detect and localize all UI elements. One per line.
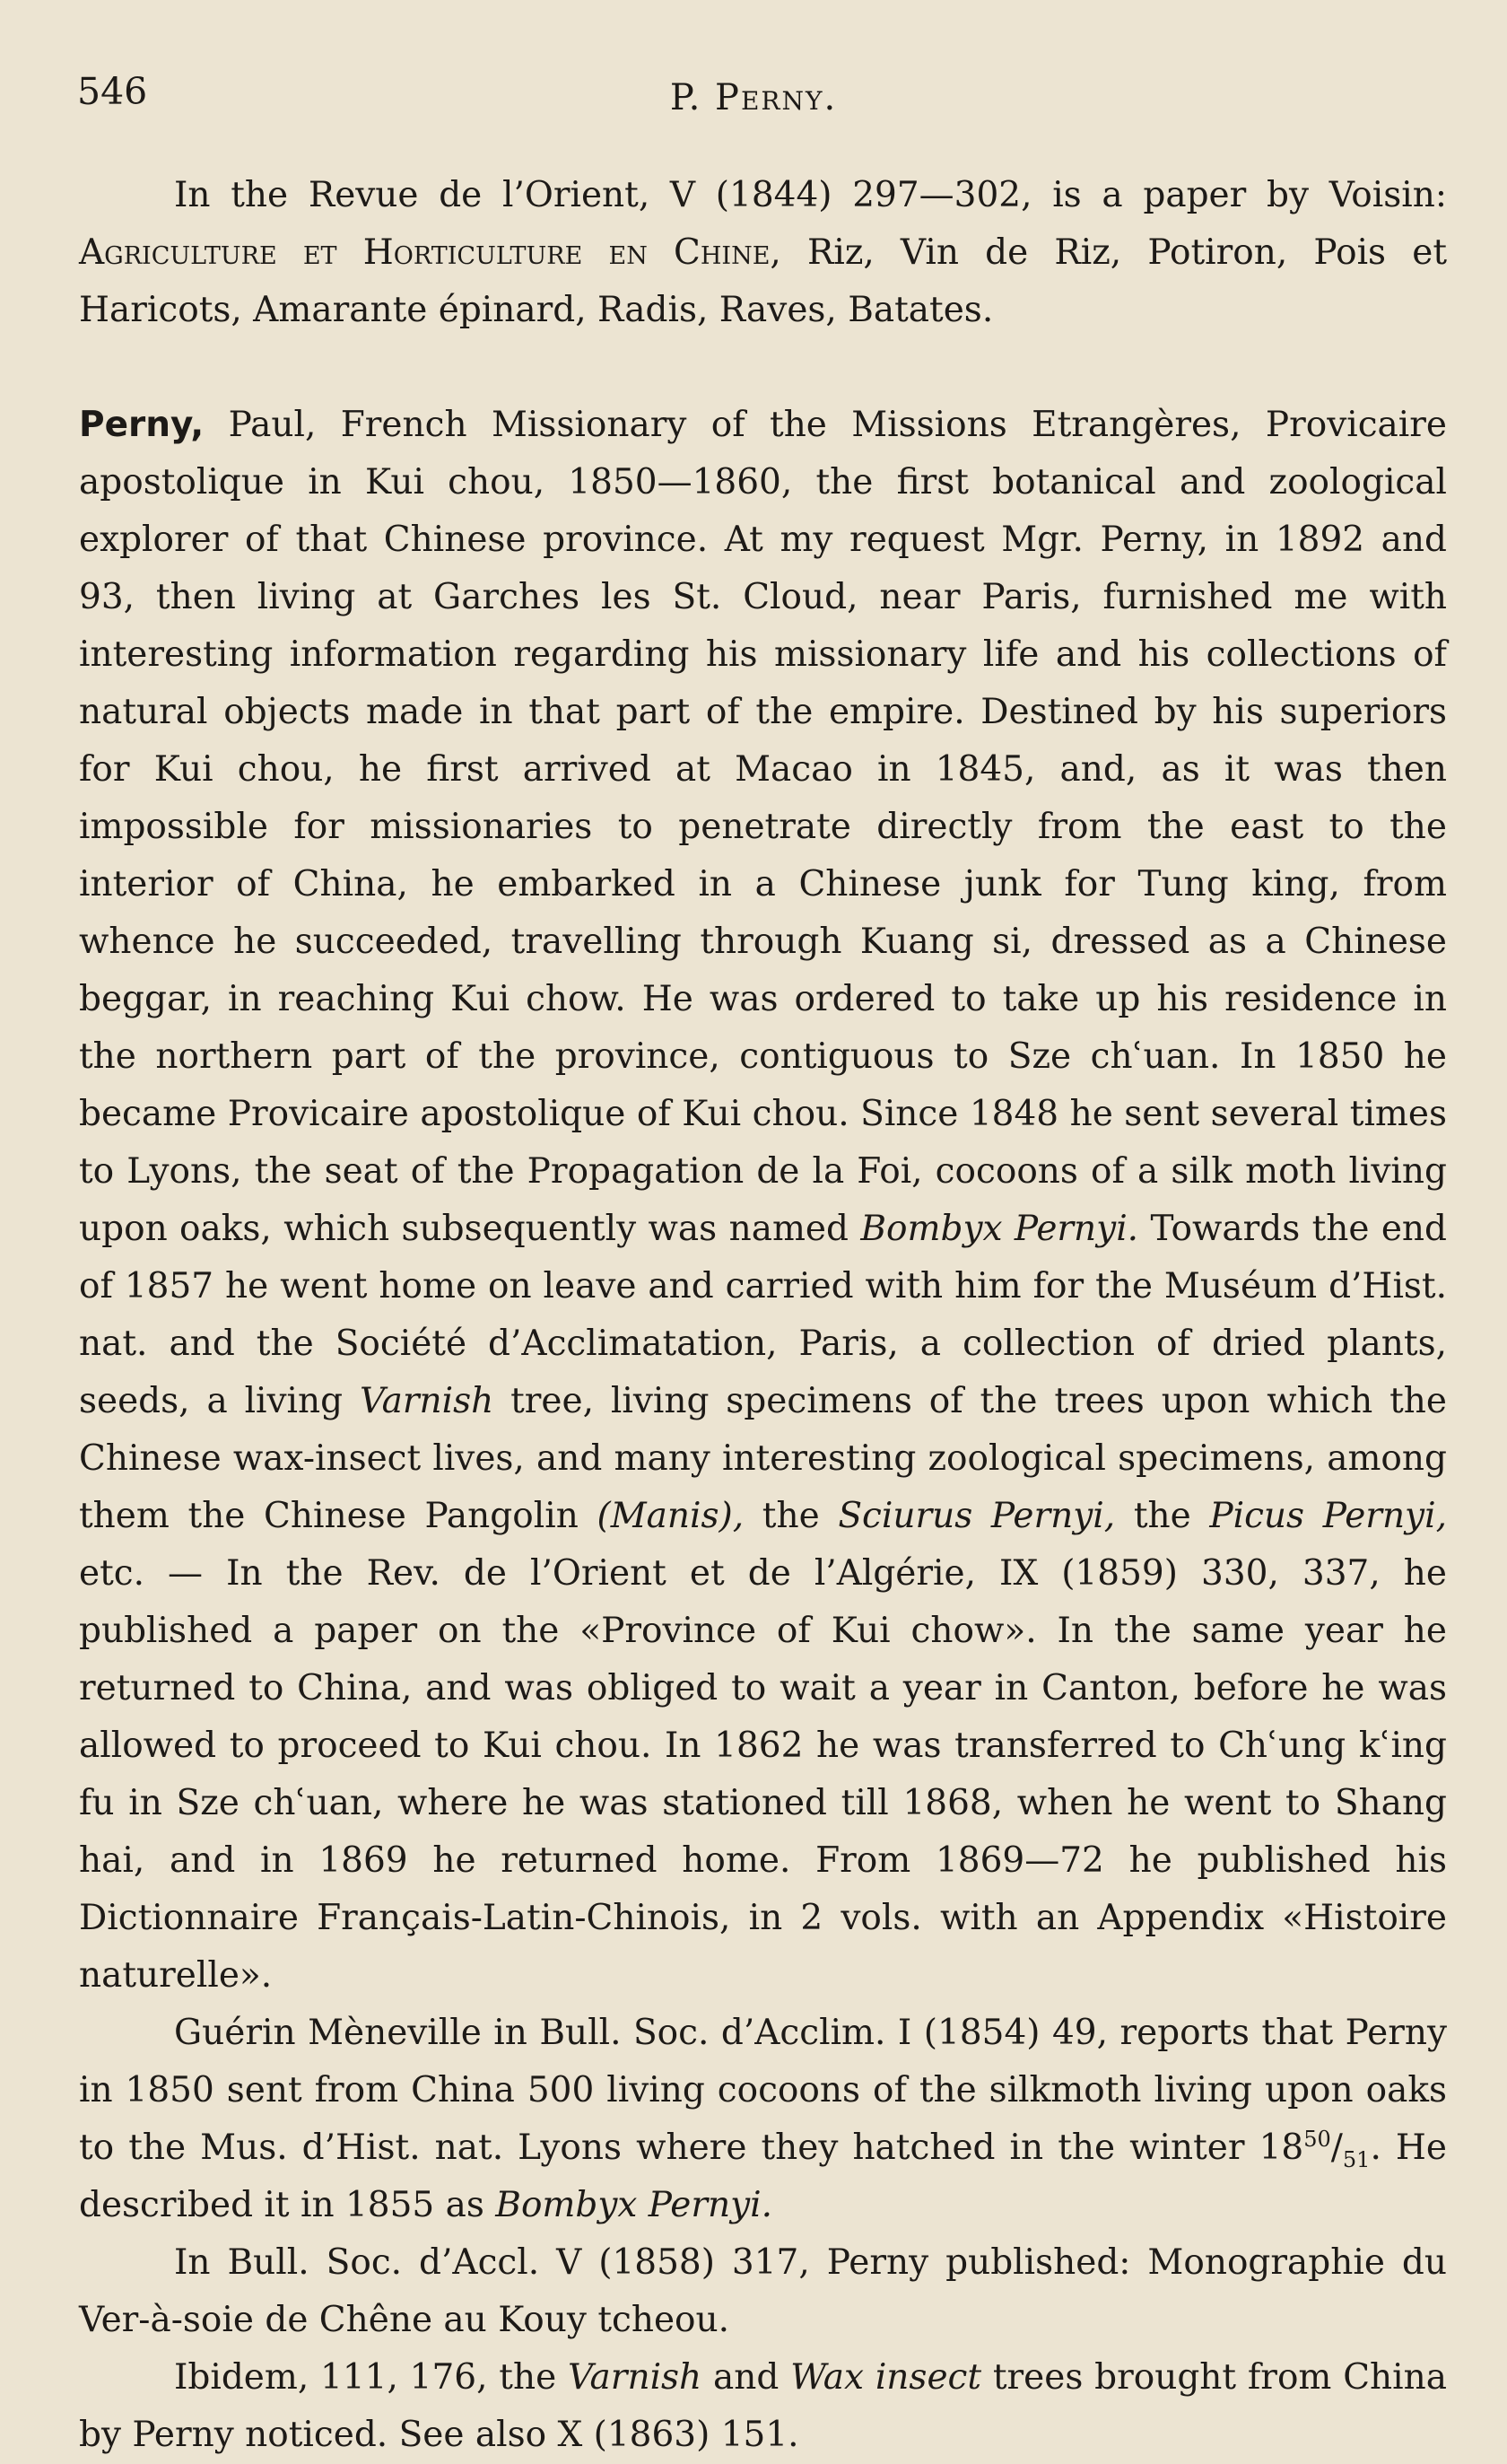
entry-text-5: the (1133, 1496, 1191, 1536)
entry-italic-2: Varnish (360, 1381, 494, 1421)
guerin-text-1: Guérin Mèneville in Bull. Soc. d’Acclim. I (1854) 49, reports that Perny in 1850 sent from China 500 living cocoons of the silkmoth living upon oaks to the Mus. d’Hist. nat. Lyons where they hatched in the winter 18 (79, 2013, 1447, 2168)
entry-text-2: Towards the end of 1857 he went home on leave and carried with him for the Muséum d’Hist. nat. and the Société d’Acclimatation, Paris, a collection of dried plants, seeds, a living (79, 1209, 1447, 1421)
entry-italic-1: Bombyx Pernyi. (860, 1209, 1139, 1249)
voisin-paragraph (79, 167, 1447, 339)
ibidem-text-3: trees brought from China by Perny noticed. See also X (1863) 151. (79, 2357, 1447, 2455)
entry-italic-3: (Manis), (597, 1496, 745, 1536)
perny-entry (79, 397, 1447, 2005)
voisin-intro: In the Revue de l’Orient, V (1844) 297—302, is a paper by Voisin: (174, 175, 1447, 215)
voisin-items: Riz, Vin de Riz, Potiron, Pois et Haricots, Amarante épinard, Radis, Raves, Batates. (79, 232, 1447, 330)
page-number: 546 (77, 70, 148, 113)
entry-text-1: Paul, French Missionary of the Missions Etrangères, Provicaire apostolique in Kui chou, 1850—1860, the first botanical and zoological explorer of that Chinese province. At my request Mgr. Perny, in 1892 and 93, then living at Garches les St. Cloud, near Paris, furnished me with interesting information regarding his missionary life and his collections of natural objects made in that part of the empire. Destined by his superiors for Kui chou, he first arrived at Macao in 1845, and, as it was then impossible for missionaries to penetrate directly from the east to the interior of China, he embarked in a Chinese junk for Tung king, from whence he succeeded, travelling through Kuang si, dressed as a Chinese beggar, in reaching Kui chow. He was ordered to take up his residence in the northern part of the province, contiguous to Sze chʿuan. In 1850 he became Provicaire apostolique of Kui chou. Since 1848 he sent several times to Lyons, the seat of the Propagation de la Foi, cocoons of a silk moth living upon oaks, which subsequently was named (79, 405, 1447, 1249)
entry-italic-5: Picus Pernyi, (1209, 1496, 1447, 1536)
guerin-italic: Bombyx Pernyi. (495, 2185, 773, 2225)
guerin-paragraph (79, 2005, 1447, 2234)
entry-text-3: tree, living specimens of the trees upon which the Chinese wax-insect lives, and many interesting zoological specimens, among them the Chinese Pangolin (79, 1381, 1447, 1536)
voisin-title: Agriculture et Horticulture en Chine, (79, 232, 781, 273)
ibidem-paragraph (79, 2349, 1447, 2464)
entry-italic-4: Sciurus Pernyi, (838, 1496, 1116, 1536)
headword: Perny, (79, 405, 205, 445)
ibidem-text-1: Ibidem, 111, 176, the (174, 2357, 557, 2398)
guerin-slash: / (1330, 2128, 1343, 2168)
bull-paragraph: In Bull. Soc. d’Accl. V (1858) 317, Perny published: Monographie du Ver-à-soie de Chêne au Kouy tcheou. (79, 2242, 1447, 2340)
ibidem-italic-1: Varnish (567, 2357, 702, 2398)
running-head-text: P. Perny. (669, 77, 838, 118)
entry-text-4: the (762, 1496, 820, 1536)
guerin-text-2: . He described it in 1855 as (79, 2128, 1447, 2225)
ibidem-text-2: and (712, 2357, 780, 2398)
guerin-sub: 51 (1342, 2146, 1371, 2172)
entry-text-6: etc. — In the Rev. de l’Orient et de l’Algérie, IX (1859) 330, 337, he published a paper on the «Province of Kui chow». In the same year he returned to China, and was obliged to wait a year in Canton, before he was allowed to proceed to Kui chou. In 1862 he was transferred to Chʿung kʿing fu in Sze chʿuan, where he was stationed till 1868, when he went to Shang hai, and in 1869 he returned home. From 1869—72 he published his Dictionnaire Français-Latin-Chinois, in 2 vols. with an Appendix «Histoire naturelle». (79, 1553, 1447, 1996)
guerin-sup: 50 (1303, 2127, 1331, 2152)
ibidem-italic-2: Wax insect (790, 2357, 982, 2398)
running-head (0, 77, 1507, 118)
body-text (79, 167, 1447, 2464)
